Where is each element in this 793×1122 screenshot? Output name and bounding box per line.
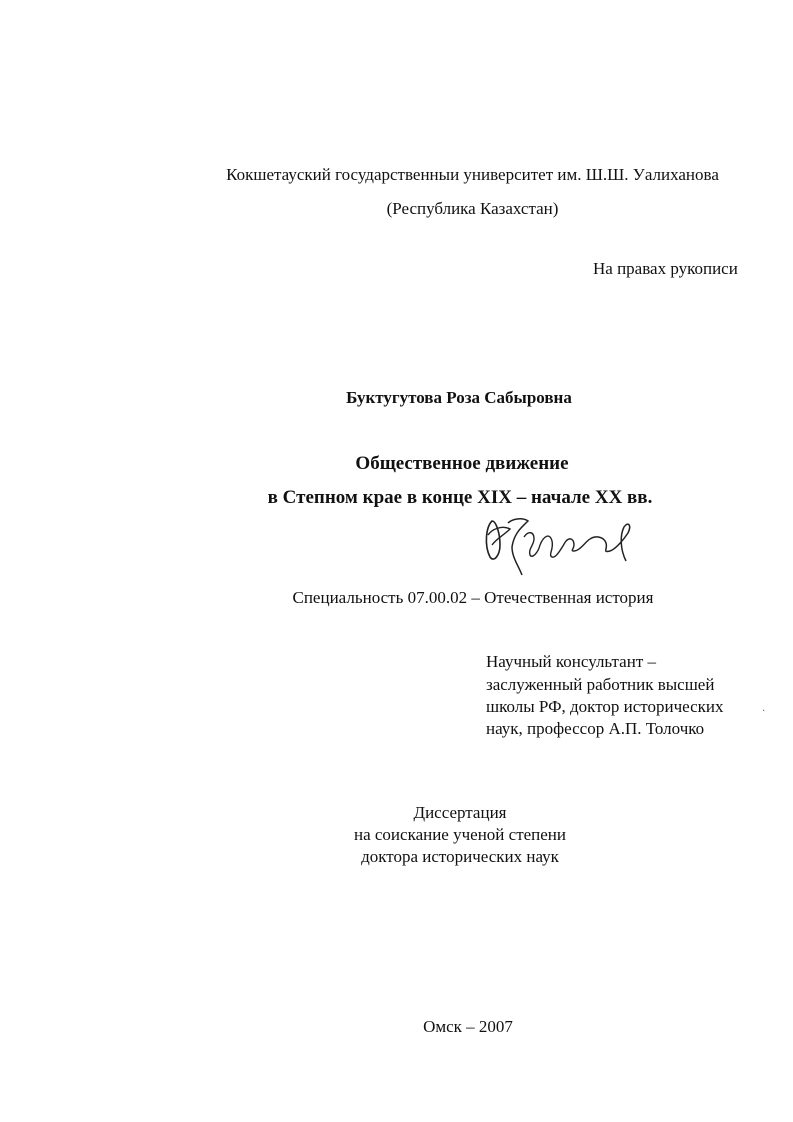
consultant-line: Научный консультант – [486,652,656,671]
manuscript-note: На правах рукописи [593,259,738,278]
dissertation-title-line-2: в Степном крае в конце XIX – начале XX вв. [267,487,653,508]
country-name: (Республика Казахстан) [386,199,559,218]
specialty: Специальность 07.00.02 – Отечественная история [292,588,654,607]
signature-icon [478,505,638,580]
dissertation-type-line: на соискание ученой степени [353,825,567,844]
university-name: Кокшетауский государственныи университет им. Ш.Ш. Уалиханова [226,165,719,184]
author-name: Буктугутова Роза Сабыровна [346,388,572,407]
dissertation-type-line: доктора исторических наук [361,847,559,866]
consultant-line: наук, профессор А.П. Толочко [486,719,705,738]
consultant-line: школы РФ, доктор исторических [486,697,724,716]
scan-speck: · [762,706,766,717]
dissertation-title-line-1: Общественное движение [355,453,569,474]
dissertation-type-line: Диссертация [413,803,507,822]
consultant-line: заслуженный работник высшей [486,675,715,694]
place-year: Омск – 2007 [423,1017,513,1036]
